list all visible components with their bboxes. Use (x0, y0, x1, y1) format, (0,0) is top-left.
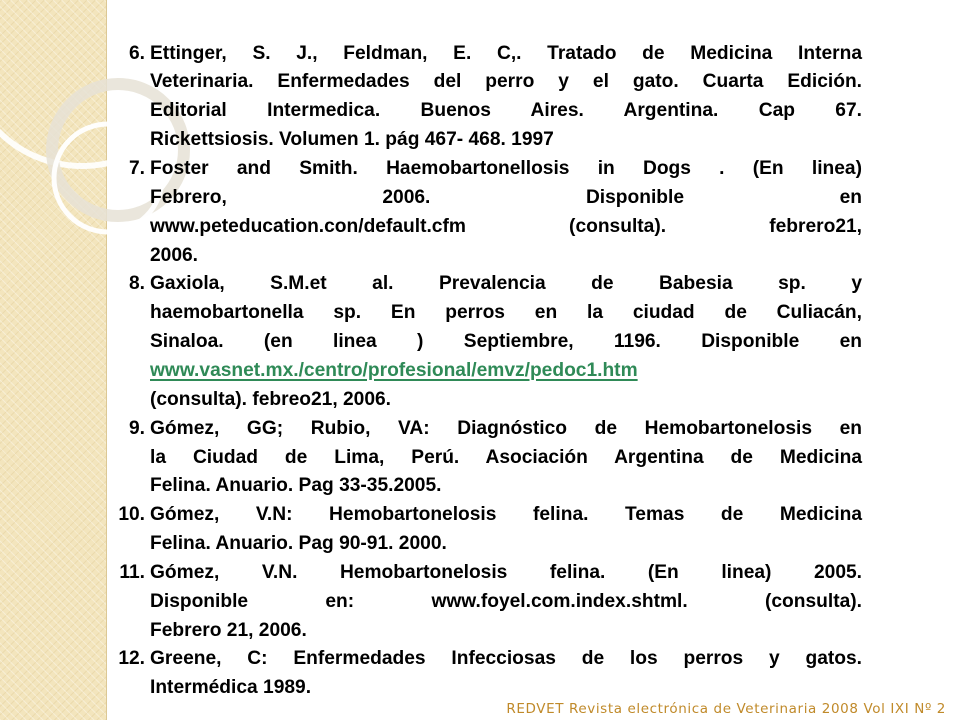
reference-line: Gaxiola, S.M.et al. Prevalencia de Babesia sp. y (150, 273, 862, 295)
reference-line: Rickettsiosis. Volumen 1. pág 467- 468. 1997 (150, 129, 554, 151)
reference-line: Felina. Anuario. Pag 33-35.2005. (150, 475, 442, 497)
reference-number: 9. (128, 417, 145, 439)
reference-number: 8. (128, 273, 145, 295)
reference-line: Editorial Intermedica. Buenos Aires. Argentina. Cap 67. (150, 100, 862, 122)
footer-caption: REDVET Revista electrónica de Veterinaria 2008 Vol IXI Nº 2 (506, 701, 946, 717)
reference-line: la Ciudad de Lima, Perú. Asociación Argentina de Medicina (150, 446, 862, 468)
reference-line: www.peteducation.con/default.cfm (consulta). febrero21, (150, 215, 862, 237)
reference-line: Disponible en: www.foyel.com.index.shtml. (consulta). (150, 590, 862, 612)
reference-line: Foster and Smith. Haemobartonellosis in Dogs . (En linea) (150, 158, 862, 180)
reference-line: Gómez, V.N. Hemobartonelosis felina. (En linea) 2005. (150, 561, 862, 583)
reference-link[interactable]: www.vasnet.mx./centro/profesional/emvz/pedoc1.htm (150, 359, 638, 381)
reference-line: Gómez, GG; Rubio, VA: Diagnóstico de Hemobartonelosis en (150, 417, 862, 439)
reference-line: 2006. (150, 244, 199, 266)
reference-line: Veterinaria. Enfermedades del perro y el gato. Cuarta Edición. (150, 71, 862, 93)
reference-line: Intermédica 1989. (150, 677, 312, 699)
reference-line: Gómez, V.N: Hemobartonelosis felina. Temas de Medicina (150, 504, 862, 526)
reference-line: Febrero 21, 2006. (150, 619, 307, 641)
reference-line: (consulta). febreo21, 2006. (150, 388, 391, 410)
reference-line: haemobartonella sp. En perros en la ciudad de Culiacán, (150, 302, 862, 324)
reference-line: Greene, C: Enfermedades Infecciosas de los perros y gatos. (150, 648, 862, 670)
reference-number: 11. (119, 561, 145, 583)
reference-line: Felina. Anuario. Pag 90-91. 2000. (150, 533, 447, 555)
reference-number: 10. (118, 504, 145, 526)
reference-line: Febrero, 2006. Disponible en (150, 186, 862, 208)
reference-number: 7. (128, 158, 145, 180)
reference-number: 6. (128, 42, 145, 64)
reference-line: Sinaloa. (en linea ) Septiembre, 1196. Disponible en (150, 331, 862, 353)
reference-number: 12. (118, 648, 145, 670)
reference-line: Ettinger, S. J., Feldman, E. C,. Tratado de Medicina Interna (150, 42, 862, 64)
